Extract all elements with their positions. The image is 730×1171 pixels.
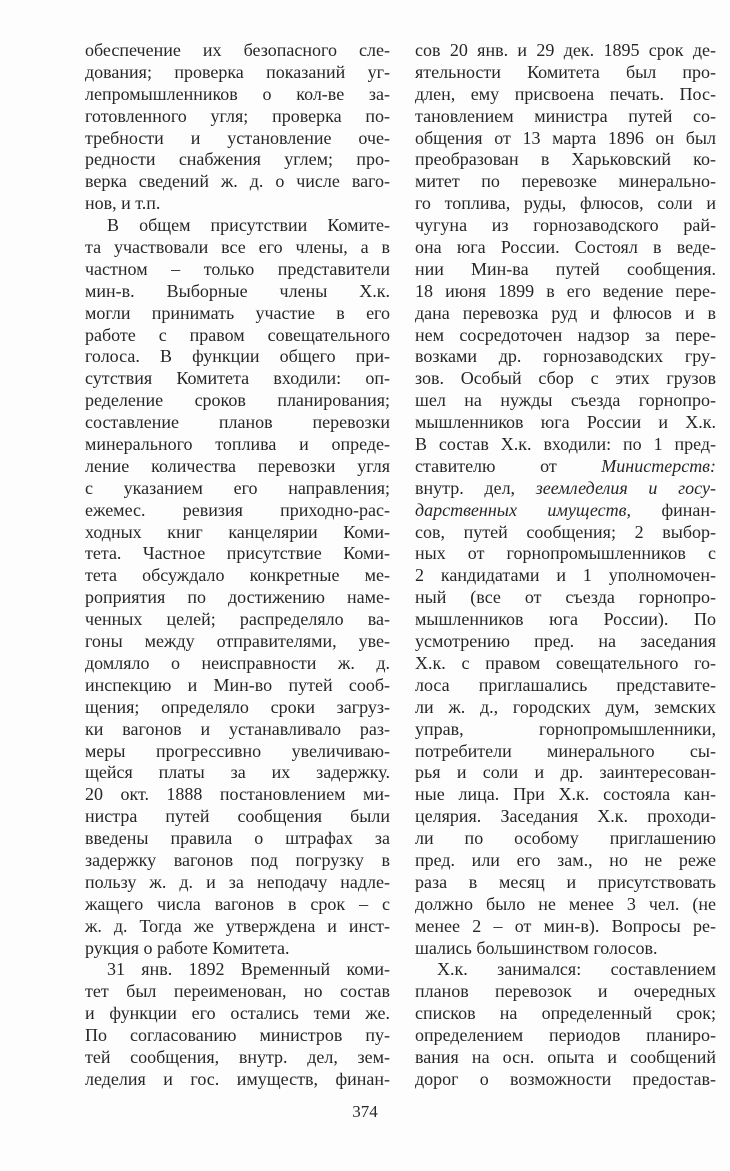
text-column-right: [415, 40, 716, 1091]
text-line: тановлением министра путей со-: [415, 105, 716, 126]
text-line: [415, 500, 716, 522]
text-line: лоса приглашались представите-: [415, 674, 716, 695]
text-line: шались большинством голосов.: [415, 937, 658, 958]
text-line: 31 янв. 1892 Временный коми-: [107, 959, 390, 980]
text-line: списков на определенный срок;: [415, 1003, 716, 1024]
text-line: нем сосредоточен надзор за пере-: [415, 324, 716, 345]
text-line: жащего числа вагонов в срок – с: [85, 893, 390, 914]
text-line: [415, 456, 716, 478]
text-line: ление количества перевозки угля: [85, 455, 390, 476]
text-line: нистра путей сообщения были: [85, 806, 390, 827]
text-line: целярия. Заседания Х.к. проходи-: [415, 806, 716, 827]
text-line: возками др. горнозаводских гру-: [415, 346, 716, 367]
text-line: менее 2 – от мин-в). Вопросы ре-: [415, 915, 716, 936]
text-line: дорог о возможности предостав-: [415, 1068, 716, 1089]
text-line: составление планов перевозки: [85, 412, 390, 433]
text-line: задержку вагонов под погрузку в: [85, 849, 390, 870]
text-line: обеспечение их безопасного сле-: [85, 40, 390, 60]
text-line: леделия и гос. имуществ, финан-: [85, 1068, 390, 1089]
text-line: потребители минерального сы-: [415, 740, 716, 761]
text-line: пользу ж. д. и за неподачу надле-: [85, 871, 390, 892]
text-line: длен, ему присвоена печать. Пос-: [415, 83, 716, 104]
text-line: домляло о неисправности ж. д.: [85, 652, 390, 673]
text-line: гоны между отправителями, уве-: [85, 631, 390, 652]
text-line: тет был переименован, но состав: [85, 981, 390, 1002]
text-line: рукция о работе Комитета.: [85, 937, 290, 958]
text-line: щения; определяло сроки загруз-: [85, 696, 390, 717]
text-line: мышленников юга России). По: [415, 609, 716, 630]
text-line: частном – только представители: [85, 258, 390, 279]
text-line: рья и соли и др. заинтересован-: [415, 762, 716, 783]
text-line: ных от горнопромышленников с: [415, 543, 716, 564]
text-line: шел на нужды съезда горнопро-: [415, 390, 716, 411]
text-line: ки вагонов и устанавливало раз-: [85, 718, 390, 739]
text-line: работе с правом совещательного: [85, 324, 390, 345]
text-line: го топлива, руды, флюсов, соли и: [415, 193, 716, 214]
text-line: ные лица. При Х.к. состояла кан-: [415, 784, 716, 805]
text-line: нов, и т.п.: [85, 193, 161, 214]
text-line: ченных целей; распределяло ва-: [85, 609, 390, 630]
text-line: ходных книг канцелярии Коми-: [85, 521, 390, 542]
text-line: преобразован в Харьковский ко-: [415, 149, 716, 170]
text-line: ежемес. ревизия приходно-рас-: [85, 499, 390, 520]
text-line: меры прогрессивно увеличиваю-: [85, 740, 390, 761]
text-line: сов, путей сообщения; 2 выбор-: [415, 521, 716, 542]
text-line: тета. Частное присутствие Коми-: [85, 543, 390, 564]
text-line: голоса. В функции общего при-: [85, 346, 390, 367]
text-line: В состав Х.к. входили: по 1 пред-: [415, 434, 716, 455]
text-line: ятельности Комитета был про-: [415, 61, 716, 82]
text-line: та участвовали все его члены, а в: [85, 237, 390, 258]
text-line: сутствия Комитета входили: оп-: [85, 368, 390, 389]
text-line: ли по особому приглашению: [415, 828, 716, 849]
text-line: определением периодов планиро-: [415, 1025, 716, 1046]
page-number: 374: [352, 1102, 378, 1121]
text-line: тета обсуждало конкретные ме-: [85, 565, 390, 586]
italic-text: Министерств:: [601, 455, 716, 476]
text-line: тей сообщения, внутр. дел, зем-: [85, 1046, 390, 1067]
text-line: лепромышленников о кол-ве за-: [85, 83, 390, 104]
text-line: введены правила о штрафах за: [85, 828, 390, 849]
text-column-left: [85, 40, 390, 1091]
text-segment: финан-: [630, 499, 716, 520]
text-line: чугуна из горнозаводского рай-: [415, 215, 716, 236]
text-line: щейся платы за их задержку.: [85, 762, 390, 783]
text-line: вания на осн. опыта и сообщений: [415, 1046, 716, 1067]
text-line: сов 20 янв. и 29 дек. 1895 срок де-: [415, 40, 716, 60]
text-line: митет по перевозке минерально-: [415, 171, 716, 192]
text-line: управ, горнопромышленники,: [415, 718, 716, 739]
text-line: ределение сроков планирования;: [85, 390, 390, 411]
text-line: требности и установление оче-: [85, 127, 390, 148]
text-line: инспекцию и Мин-во путей сооб-: [85, 674, 390, 695]
text-line: В общем присутствии Комите-: [107, 215, 390, 236]
text-line: роприятия по достижению наме-: [85, 587, 390, 608]
text-segment: ставителю от: [415, 455, 602, 476]
text-line: дана перевозка руд и флюсов и в: [415, 302, 716, 323]
text-line: 20 окт. 1888 постановлением ми-: [85, 784, 390, 805]
text-line: 2 кандидатами и 1 уполномочен-: [415, 565, 716, 586]
text-segment: внутр. дел,: [415, 477, 536, 498]
text-line: она юга России. Состоял в веде-: [415, 237, 716, 258]
text-line: Х.к. с правом совещательного го-: [415, 652, 716, 673]
text-line: ный (все от съезда горнопро-: [415, 587, 716, 608]
text-line: мышленников юга России и Х.к.: [415, 412, 716, 433]
text-line: раза в месяц и присутствовать: [415, 871, 716, 892]
text-line: нии Мин-ва путей сообщения.: [415, 258, 716, 279]
text-line: усмотрению пред. на заседания: [415, 631, 716, 652]
text-line: дования; проверка показаний уг-: [85, 61, 390, 82]
italic-text: зеемледелия и госу-: [535, 477, 716, 498]
text-line: общения от 13 марта 1896 он был: [415, 127, 716, 148]
text-line: пред. или его зам., но не реже: [415, 849, 716, 870]
italic-text: дарственных имуществ,: [415, 499, 631, 520]
text-line: По согласованию министров пу-: [85, 1025, 390, 1046]
text-line: Х.к. занимался: составлением: [437, 959, 716, 980]
text-line: могли принимать участие в его: [85, 302, 390, 323]
text-line: ж. д. Тогда же утверждена и инст-: [85, 915, 390, 936]
text-line: [415, 478, 716, 500]
text-line: верка сведений ж. д. о числе ваго-: [85, 171, 390, 192]
text-line: мин-в. Выборные члены Х.к.: [85, 280, 390, 301]
text-line: планов перевозок и очередных: [415, 981, 716, 1002]
text-line: с указанием его направления;: [85, 477, 390, 498]
text-line: 18 июня 1899 в его ведение пере-: [415, 280, 716, 301]
text-line: минерального топлива и опреде-: [85, 434, 390, 455]
text-line: готовленного угля; проверка по-: [85, 105, 390, 126]
text-line: редности снабжения углем; про-: [85, 149, 390, 170]
text-line: должно было не менее 3 чел. (не: [415, 893, 716, 914]
text-line: зов. Особый сбор с этих грузов: [415, 368, 716, 389]
text-line: и функции его остались теми же.: [85, 1003, 390, 1024]
text-line: ли ж. д., городских дум, земских: [415, 696, 716, 717]
